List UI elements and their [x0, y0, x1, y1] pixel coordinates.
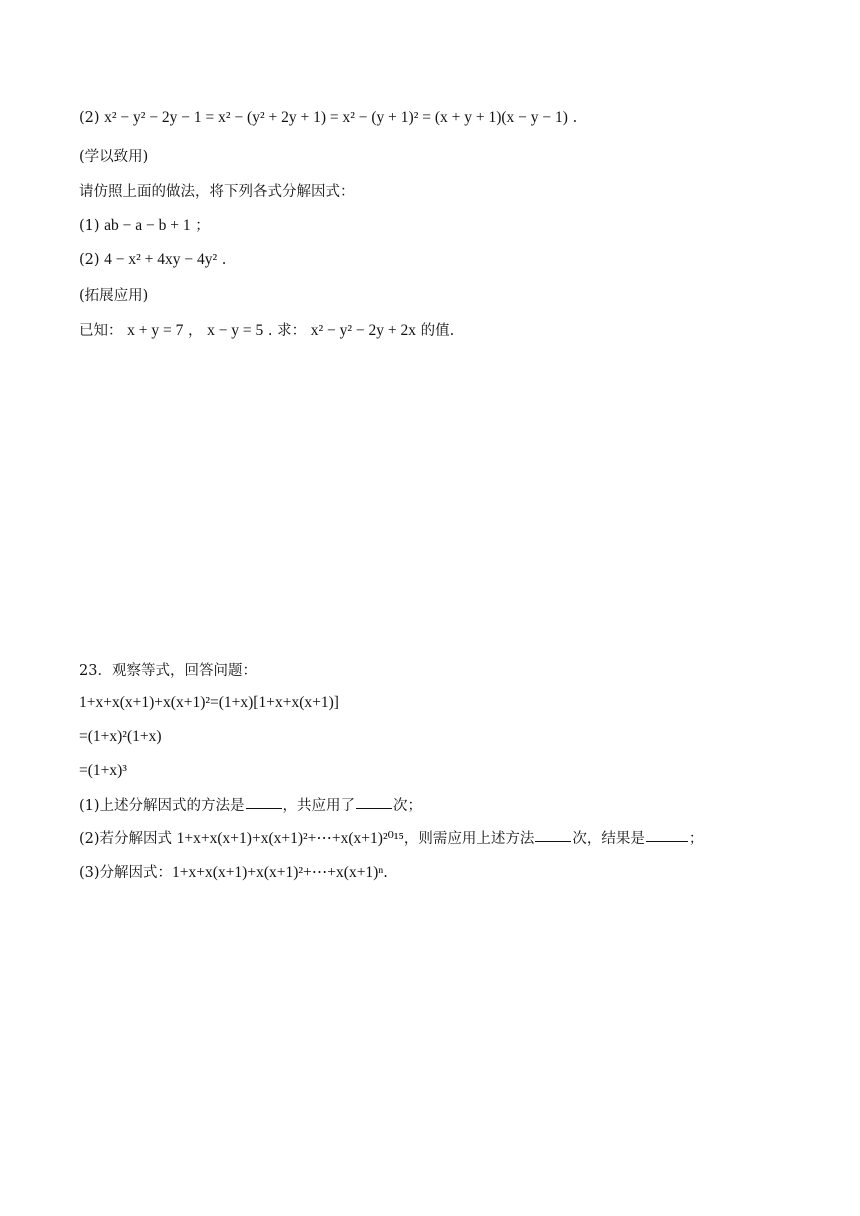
- problem-23-question-3: [79, 863, 388, 883]
- derivation-step-3: =(1+x)³: [79, 762, 127, 779]
- question-2-label: (2): [79, 252, 100, 268]
- problem-23-question-2: [79, 829, 703, 849]
- derivation-step-2: =(1+x)²(1+x): [79, 728, 162, 745]
- q2-text-d: ；: [688, 831, 704, 847]
- problem-23-question-1: [79, 796, 422, 816]
- given-line: [79, 321, 454, 341]
- given-equation-2: x − y = 5: [207, 322, 264, 339]
- example-2-line: [79, 108, 577, 128]
- problem-23-number: 23: [79, 663, 98, 679]
- example-2-end: .: [572, 110, 578, 126]
- given-target-expression: x² − y² − 2y + 2x: [310, 322, 417, 339]
- q1-text-c: 次；: [393, 798, 423, 814]
- problem-23-title: ．观察等式，回答问题：: [97, 663, 257, 679]
- given-separator: ，: [187, 323, 203, 339]
- question-1-end: ；: [195, 218, 210, 234]
- q2-expression: 1+x+x(x+1)+x(x+1)²+⋯+x(x+1)²⁰¹⁵: [176, 830, 404, 847]
- q2-text-c: 次，结果是: [572, 831, 645, 847]
- q1-answer-blank-method[interactable]: [246, 807, 282, 809]
- question-2-expression: 4 − x² + 4xy − 4y²: [104, 251, 218, 268]
- example-2-label: (2): [79, 110, 100, 126]
- given-middle: . 求：: [267, 323, 307, 339]
- q2-text-a: (2)若分解因式: [79, 831, 177, 847]
- given-equation-1: x + y = 7: [127, 322, 184, 339]
- problem-23-title-line: [79, 661, 257, 681]
- derivation-step-1: 1+x+x(x+1)+x(x+1)²=(1+x)[1+x+x(x+1)]: [79, 694, 339, 711]
- example-2-expression: x² − y² − 2y − 1 = x² − (y² + 2y + 1) = x² − (y + 1)² = (x + y + 1)(x − y − 1): [104, 109, 568, 126]
- q3-expression: 1+x+x(x+1)+x(x+1)²+⋯+x(x+1)ⁿ: [172, 864, 384, 881]
- q1-text-a: (1)上述分解因式的方法是: [79, 798, 245, 814]
- question-2-end: .: [221, 252, 227, 268]
- given-suffix: 的值.: [420, 323, 455, 339]
- q2-answer-blank-count[interactable]: [535, 840, 571, 842]
- heading-extend: (拓展应用): [79, 288, 149, 304]
- question-2-line: [79, 250, 226, 270]
- heading-apply: (学以致用): [79, 149, 149, 165]
- given-prefix: 已知：: [79, 323, 123, 339]
- q3-text-a: (3)分解因式：: [79, 865, 173, 881]
- q1-answer-blank-count[interactable]: [356, 807, 392, 809]
- q3-text-b: .: [383, 865, 388, 881]
- q1-text-b: ，共应用了: [282, 798, 356, 814]
- q2-text-b: ，则需应用上述方法: [403, 831, 535, 847]
- question-1-line: [79, 216, 210, 236]
- question-1-expression: ab − a − b + 1: [104, 217, 191, 234]
- question-1-label: (1): [79, 218, 100, 234]
- q2-answer-blank-result[interactable]: [646, 840, 688, 842]
- instruction-text: 请仿照上面的做法，将下列各式分解因式：: [79, 184, 355, 200]
